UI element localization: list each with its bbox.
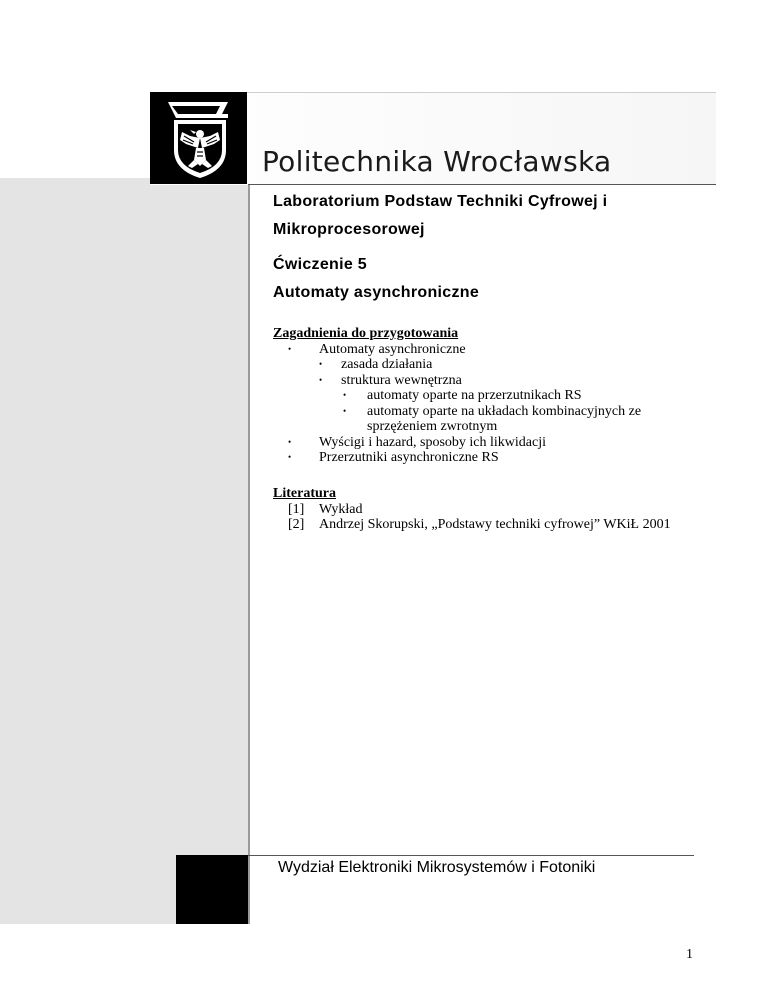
- list-item: • Przerzutniki asynchroniczne RS: [288, 450, 499, 465]
- bullet-icon: •: [343, 390, 347, 400]
- list-item: • zasada działania: [319, 357, 433, 372]
- university-eagle-crest-icon: [150, 92, 247, 184]
- footer-divider: [248, 855, 694, 856]
- topics-list: [273, 342, 713, 466]
- bullet-icon: •: [288, 343, 292, 354]
- exercise-number: Ćwiczenie 5: [273, 256, 368, 273]
- university-name: Politechnika Wrocławska: [262, 145, 612, 178]
- topics-heading: Zagadnienia do przygotowania: [273, 326, 459, 341]
- list-item: • automaty oparte na przerzutnikach RS: [343, 388, 582, 403]
- bullet-icon: •: [288, 436, 292, 447]
- citation-number: [2]: [288, 517, 305, 532]
- bullet-icon: •: [319, 374, 323, 385]
- list-item: [2] Andrzej Skorupski, „Podstawy techniki cyfrowej” WKiŁ 2001: [288, 517, 671, 532]
- list-item: • Automaty asynchroniczne: [288, 341, 466, 357]
- literature-section: [273, 486, 713, 533]
- list-item: • automaty oparte na układach kombinacyjnych ze sprzężeniem zwrotnym: [343, 403, 642, 434]
- exercise-name: Automaty asynchroniczne: [273, 284, 480, 301]
- page-number: 1: [686, 947, 693, 962]
- topics-section: [273, 326, 713, 466]
- bullet-icon: •: [319, 359, 323, 369]
- sidebar-panel: [0, 178, 250, 924]
- footer-block: [176, 855, 248, 924]
- literature-heading: Literatura: [273, 486, 336, 501]
- bullet-icon: •: [343, 405, 347, 416]
- list-item: [1] Wykład: [288, 501, 363, 517]
- list-item: • struktura wewnętrzna: [319, 372, 462, 388]
- exercise-heading: [273, 251, 713, 307]
- university-logo: [150, 92, 247, 184]
- header-divider: [248, 184, 716, 185]
- list-item: • Wyścigi i hazard, sposoby ich likwidacji: [288, 434, 546, 450]
- citation-number: [1]: [288, 501, 305, 517]
- faculty-name: Wydział Elektroniki Mikrosystemów i Fotoniki: [278, 859, 596, 876]
- bullet-icon: •: [288, 452, 292, 462]
- lab-title: Laboratorium Podstaw Techniki Cyfrowej i Mikroprocesorowej: [273, 193, 608, 238]
